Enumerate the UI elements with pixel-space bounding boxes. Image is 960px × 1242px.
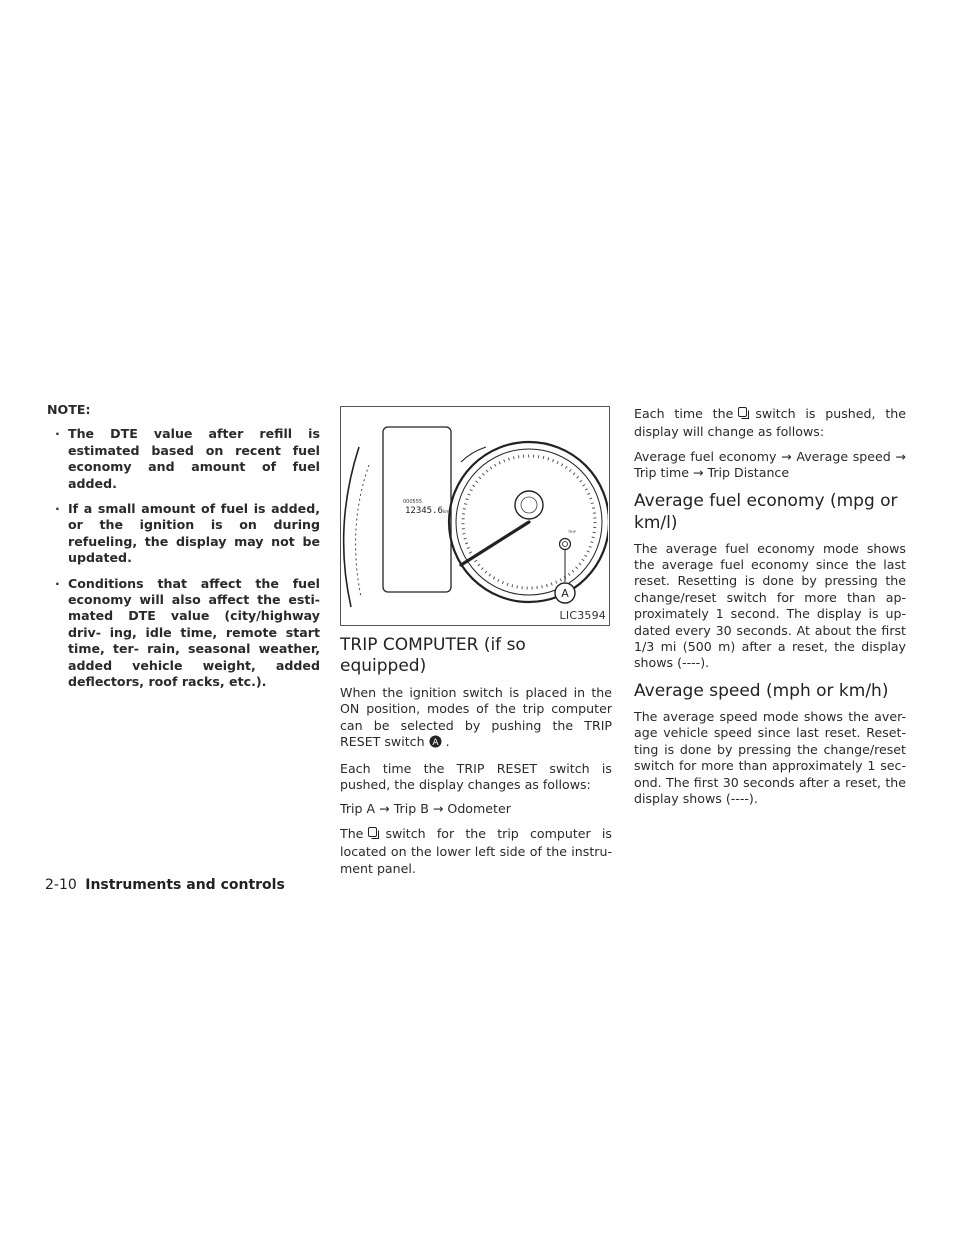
bullet-dot: · — [55, 501, 60, 517]
note-bullet-item — [47, 501, 320, 567]
bullet-dot: · — [55, 575, 60, 591]
note-bullet-list — [47, 426, 320, 690]
mode-sequence: Average fuel economy → Average speed → Trip time → Trip Distance — [634, 448, 906, 481]
lcd-readout-text: 12345.6 — [405, 506, 443, 516]
left-gauge-ticks — [356, 465, 369, 597]
trip-computer-heading: TRIP COMPUTER (if so equipped) — [340, 635, 526, 676]
callout-a-marker-text: A — [431, 738, 439, 749]
figure-code: LIC3594 — [559, 608, 606, 622]
trip-computer-para3 — [340, 826, 612, 877]
left-gauge-arc — [344, 447, 359, 607]
trip-reset-switch — [560, 539, 571, 550]
note-heading: NOTE: — [47, 402, 91, 417]
avg-fuel-economy-text: The average fuel economy mode shows the average fuel economy since the last reset. Resetting is done by pressing the change/reset switch for more than ap- proximately 1 second. The display is up- dated every 30 seconds. At about the first 1/3 mi (500 m) after a reset, the display shows (----). — [634, 540, 906, 671]
lcd-unit-text: km — [443, 509, 450, 514]
trip-switch-label: TRIP — [568, 530, 576, 534]
page-number: 2-10 — [45, 877, 77, 893]
speedometer-arc-detail — [461, 447, 486, 462]
trip-computer-column — [340, 406, 612, 885]
col3-para1-end: switch is pushed, the display will change as follows: — [634, 406, 906, 440]
note-bullet-text: Conditions that affect the fuel economy will also affect the esti- mated DTE value (city/highway driv- ing, idle time, remote start time, ter- rain, seasonal weather, added vehicle weight, added deflectors, roof racks, etc.). — [68, 575, 320, 690]
avg-speed-heading: Average speed (mph or km/h) — [634, 680, 889, 701]
footer-section-title: Instruments and controls — [85, 877, 285, 893]
trip-computer-para2: Each time the TRIP RESET switch is pushed, the display changes as follows: — [340, 760, 612, 793]
lcd-odometer-text: 000555 — [403, 499, 423, 505]
instrument-cluster-figure — [340, 406, 610, 626]
note-bullet-text: The DTE value after refill is estimated based on recent fuel economy and amount of fuel added. — [68, 426, 320, 491]
para1-end: . — [445, 734, 450, 750]
para1-text: When the ignition switch is placed in the ON position, modes of the trip computer can be selected by pushing the TRIP RESET switch — [340, 685, 612, 750]
trip-computer-para1 — [340, 685, 612, 753]
avg-speed-text: The average speed mode shows the aver- age vehicle speed since last reset. Reset- ting is done by pressing the change/reset switch for more than approximately 1 sec- ond. The first 30 seconds after a reset, the display shows (----). — [634, 708, 906, 806]
switch-symbol-icon — [737, 406, 751, 424]
callout-a-marker-svg — [429, 735, 442, 748]
bullet-dot: · — [55, 426, 60, 442]
note-bullet-item — [47, 576, 320, 691]
avg-fuel-economy-heading: Average fuel economy (mpg or km/l) — [634, 490, 898, 533]
para3-start: The — [340, 825, 364, 841]
callout-a-marker-icon — [429, 735, 442, 752]
trip-sequence: Trip A → Trip B → Odometer — [340, 801, 511, 817]
para3-end: switch for the trip computer is located on the lower left side of the instru- ment panel. — [340, 825, 612, 876]
callout-a-label: A — [561, 587, 569, 600]
col3-para1 — [634, 406, 906, 441]
switch-symbol-svg — [367, 826, 381, 840]
page-footer — [45, 877, 285, 893]
switch-symbol-icon — [367, 826, 381, 844]
speedometer-needle — [461, 522, 529, 565]
note-column — [47, 402, 320, 700]
switch-symbol-svg — [737, 406, 751, 420]
note-bullet-item — [47, 426, 320, 492]
needle-hub — [515, 491, 543, 519]
instrument-cluster-illustration — [341, 407, 608, 624]
modes-column — [634, 406, 906, 815]
col3-para1-start: Each time the — [634, 406, 734, 421]
note-bullet-text: If a small amount of fuel is added, or the ignition is on during refueling, the display may not be updated. — [68, 501, 320, 566]
